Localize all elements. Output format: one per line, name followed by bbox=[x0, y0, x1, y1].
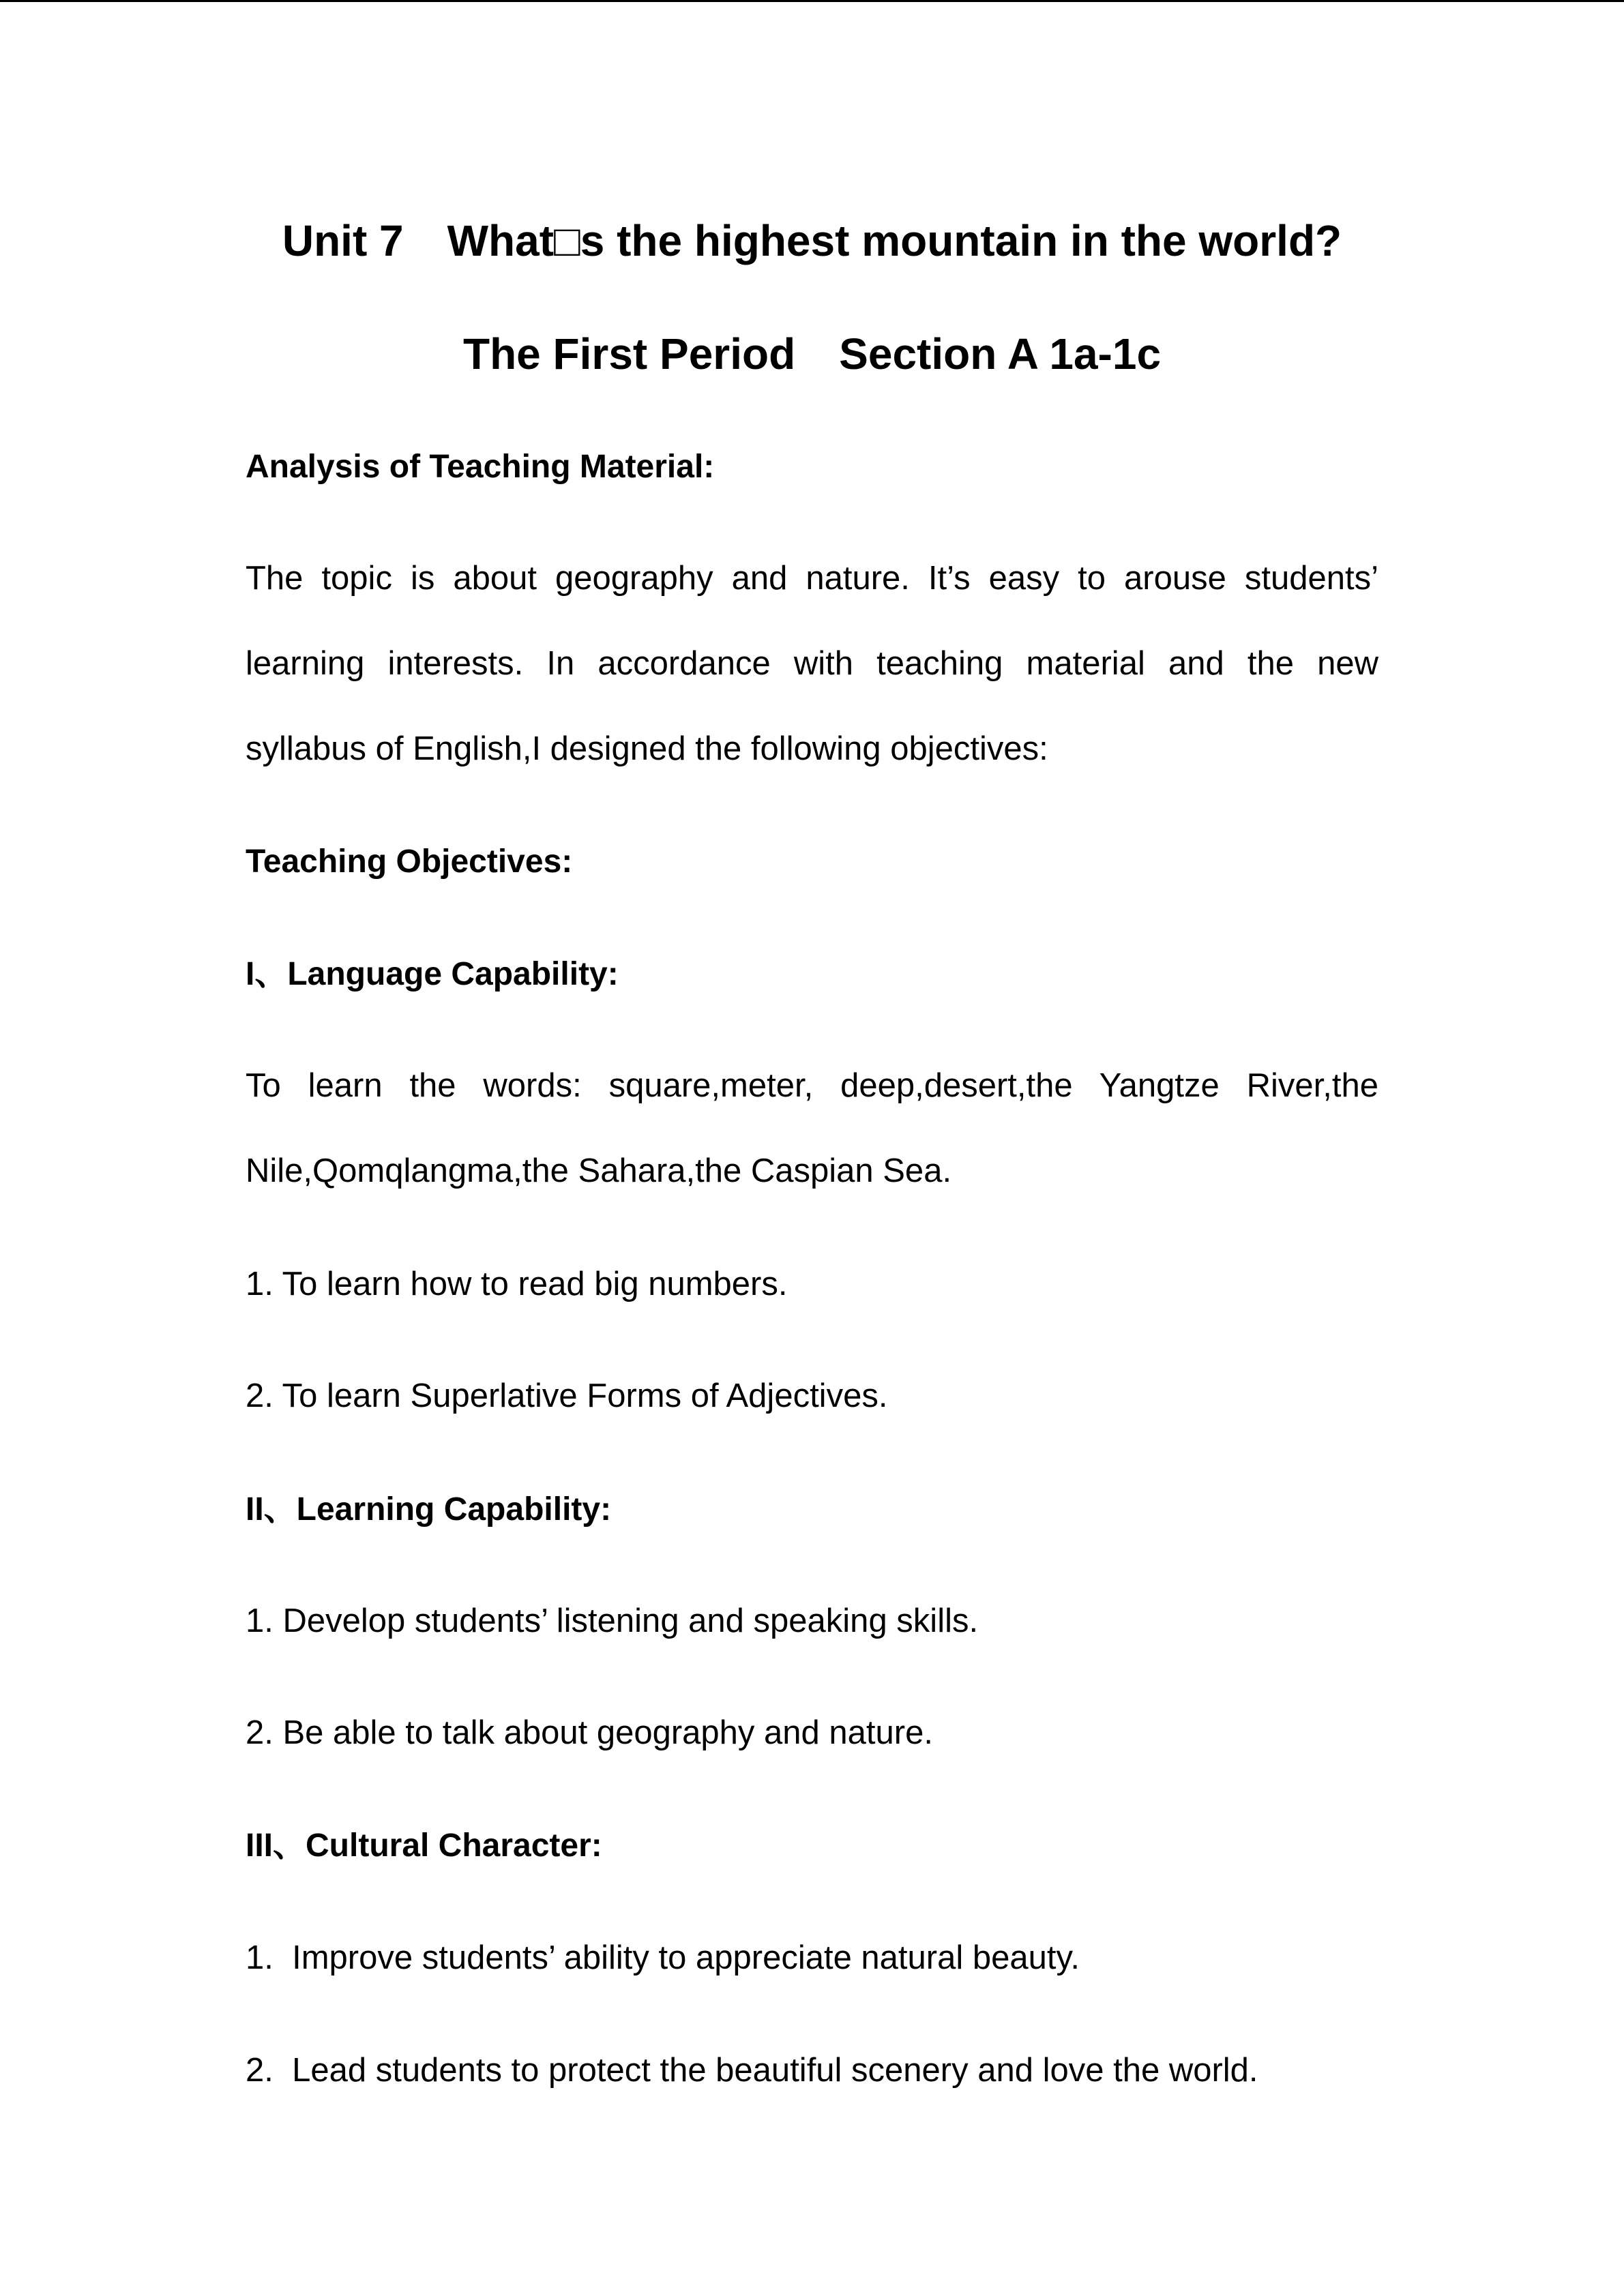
language-words-paragraph: To learn the words: square,meter, deep,desert,the Yangtze River,the Nile,Qomqlangma,the Sahara,the Caspian Sea. bbox=[246, 1067, 1378, 1189]
language-item-2: 2. To learn Superlative Forms of Adjectives. bbox=[246, 1377, 888, 1414]
unit-label: Unit 7 bbox=[282, 216, 404, 265]
cultural-character-heading: III、Cultural Character: bbox=[246, 1828, 602, 1864]
learning-item-1: 1. Develop students’ listening and speaking skills. bbox=[246, 1602, 979, 1639]
analysis-paragraph: The topic is about geography and nature. It’s easy to arouse students’ learning interests. In accordance with teaching material and the new syllabus of English,I designed the following objectives: bbox=[246, 560, 1378, 767]
language-capability-heading: I、Language Capability: bbox=[246, 956, 619, 992]
section-label: Section A 1a-1c bbox=[839, 329, 1162, 378]
unit-question: What□s the highest mountain in the world? bbox=[447, 216, 1342, 265]
cultural-item-2: 2. Lead students to protect the beautiful scenery and love the world. bbox=[246, 2052, 1258, 2089]
objectives-heading: Teaching Objectives: bbox=[246, 844, 573, 880]
learning-capability-heading: II、Learning Capability: bbox=[246, 1491, 612, 1527]
language-item-1: 1. To learn how to read big numbers. bbox=[246, 1266, 788, 1302]
period-label: The First Period bbox=[462, 329, 796, 378]
document-subtitle bbox=[0, 329, 1624, 378]
cultural-item-1: 1. Improve students’ ability to appreciate natural beauty. bbox=[246, 1939, 1080, 1976]
document-title bbox=[0, 216, 1624, 265]
learning-item-2: 2. Be able to talk about geography and nature. bbox=[246, 1714, 933, 1751]
analysis-heading: Analysis of Teaching Material: bbox=[246, 449, 715, 485]
